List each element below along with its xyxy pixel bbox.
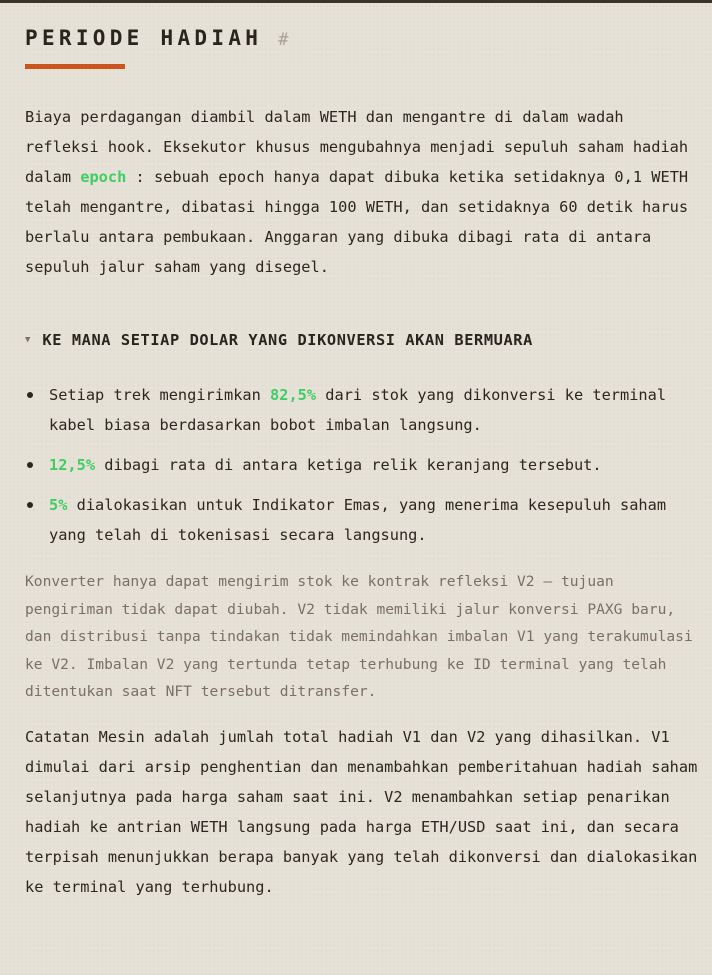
bullet-text-post: dari stok yang dikonversi ke terminal kabel biasa berdasarkan bobot imbalan langsung. (49, 386, 667, 434)
bullet-dot-icon (27, 462, 33, 468)
allocation-list (25, 380, 695, 560)
bullet-text-pre: Setiap trek mengirimkan (49, 386, 271, 404)
converter-note: Konverter hanya dapat mengirim stok ke kontrak refleksi V2 — tujuan pengiriman tidak dapat diubah. V2 tidak memiliki jalur konversi PAXG baru, dan distribusi tanpa tindakan tidak memindahkan imbalan V1 yang terakumulasi ke V2. Imbalan V2 yang tertunda tetap terhubung ke ID terminal yang telah ditentukan saat NFT tersebut ditransfer. (25, 573, 693, 700)
intro-text-part1: Biaya perdagangan diambil dalam WETH dan mengantre di dalam wadah refleksi hook. Eksekutor khusus mengubahnya menjadi sepuluh saham hadiah dalam (25, 108, 689, 186)
section-heading-row (25, 26, 288, 50)
subsection-toggle[interactable] (25, 331, 533, 349)
bullet-value: 12,5% (49, 456, 96, 474)
caret-down-icon: ▼ (25, 335, 31, 345)
bullet-value: 5% (49, 496, 68, 514)
intro-text-part2: : sebuah epoch hanya dapat dibuka ketika setidaknya 0,1 WETH telah mengantre, dibatasi hingga 100 WETH, dan setidaknya 60 detik harus berlalu antara pembukaan. Anggaran yang dibuka dibagi rata di antara sepuluh jalur saham yang disegel. (25, 168, 689, 276)
bullet-dot-icon (27, 392, 33, 398)
machine-record-paragraph: Catatan Mesin adalah jumlah total hadiah V1 dan V2 yang dihasilkan. V1 dimulai dari arsip penghentian dan menambahkan pemberitahuan hadiah saham selanjutnya pada harga saham saat ini. V2 menambahkan setiap penarikan hadiah ke antrian WETH langsung pada harga ETH/USD saat ini, dan secara terpisah menunjukkan berapa banyak yang telah dikonversi dan dialokasikan ke terminal yang terhubung. (25, 728, 698, 896)
list-item (25, 450, 695, 480)
section-title: PERIODE HADIAH (25, 26, 263, 50)
list-item (25, 490, 695, 550)
bullet-text-post: dibagi rata di antara ketiga relik keranjang tersebut. (95, 456, 602, 474)
anchor-link-icon[interactable]: # (278, 30, 289, 50)
top-border (0, 0, 712, 3)
list-item (25, 380, 695, 440)
bullet-value: 82,5% (270, 386, 317, 404)
bullet-text-post: dialokasikan untuk Indikator Emas, yang menerima kesepuluh saham yang telah di tokenisasi secara langsung. (49, 496, 667, 544)
intro-paragraph (25, 102, 705, 282)
bullet-dot-icon (27, 502, 33, 508)
heading-underline (25, 64, 125, 69)
subsection-title: KE MANA SETIAP DOLAR YANG DIKONVERSI AKAN BERMUARA (42, 331, 533, 349)
epoch-term: epoch (80, 168, 127, 186)
